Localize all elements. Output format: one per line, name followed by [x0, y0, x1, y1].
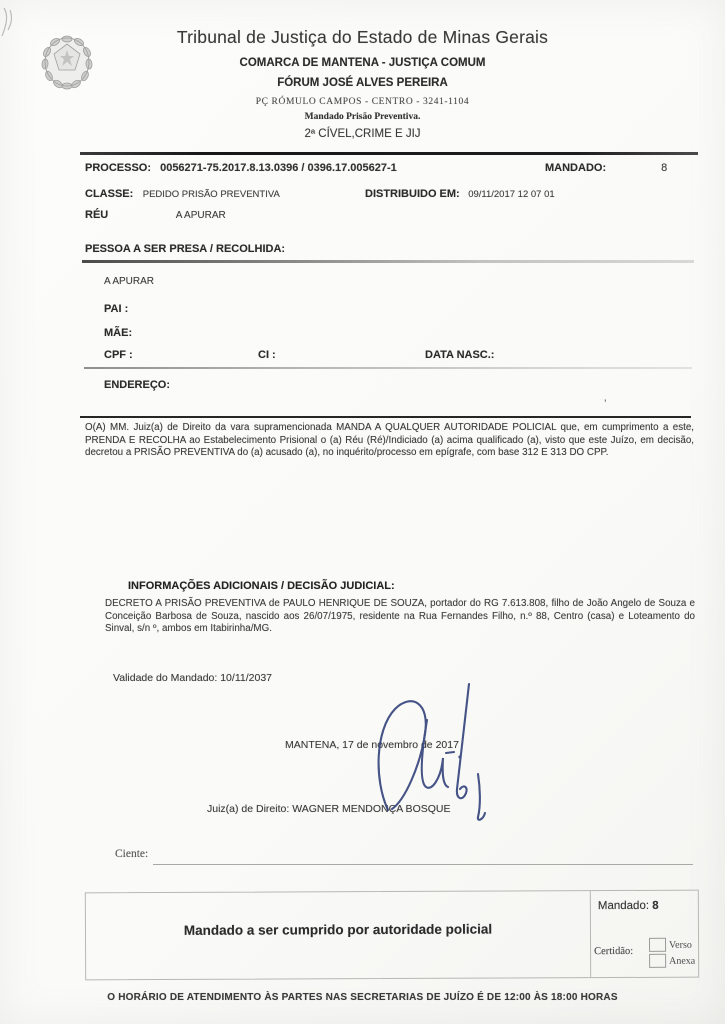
anexa-checkbox: [649, 954, 666, 968]
comarca-line: COMARCA DE MANTENA - JUSTIÇA COMUM: [239, 57, 486, 69]
mandado-value: 8: [661, 162, 668, 174]
verso-checkbox: [649, 938, 666, 952]
compliance-main-text: Mandado a ser cumprido por autoridade policial: [183, 921, 493, 938]
document-type: Mandado Prisão Preventiva.: [304, 112, 421, 122]
compliance-box: [85, 890, 699, 981]
distribuido-row: [365, 184, 555, 202]
order-paragraph: O(A) MM. Juiz(a) de Direito da vara supramencionada MANDA A QUALQUER AUTORIDADE POLICIAL que, em cumprimento a este, PRENDA E RECOLHA ao Estabelecimento Prisional o (a) Réu (Ré)/Indiciado (a) acima qualificado (a), visto que este Juízo, em decisão, decretou a PRISÃO PREVENTIVA do (a) acusado (a), no inquérito/processo em epígrafe, com base 312 E 313 DO CPP.: [85, 422, 694, 459]
header-divider: [80, 152, 698, 155]
mandado-label: MANDADO:: [545, 162, 607, 174]
birthdate-label: DATA NASC.:: [425, 349, 495, 361]
certidao-anexa-row: [649, 953, 695, 969]
classe-value: PEDIDO PRISÃO PREVENTIVA: [142, 189, 280, 200]
distribuido-value: 09/11/2017 12 07 01: [468, 189, 555, 200]
ciente-label: Ciente:: [115, 848, 149, 860]
judge-name-line: Juiz(a) de Direito: WAGNER MENDONÇA BOSQUE: [207, 803, 451, 815]
processo-value: 0056271-75.2017.8.13.0396 / 0396.17.005627-1: [160, 162, 397, 174]
mother-label: MÃE:: [104, 327, 133, 339]
certidao-verso-row: [649, 937, 695, 953]
place-and-date: MANTENA, 17 de novembro de 2017: [285, 739, 459, 751]
box-mandado-row: [598, 900, 659, 912]
court-branch: 2ª CÍVEL,CRIME E JIJ: [304, 128, 421, 140]
office-hours-notice: O HORÁRIO DE ATENDIMENTO ÀS PARTES NAS SECRETARIAS DE JUÍZO É DE 12:00 ÀS 18:00 HORAS: [107, 992, 618, 1003]
father-label: PAI :: [104, 303, 129, 315]
scan-speck: ’: [604, 398, 607, 410]
compliance-box-divider: [590, 891, 591, 977]
order-divider: [80, 416, 691, 418]
ci-label: CI :: [258, 349, 276, 361]
distribuido-label: DISTRIBUIDO EM:: [365, 188, 460, 200]
box-mandado-label: Mandado:: [597, 899, 650, 913]
person-fields-divider: [84, 367, 692, 369]
verso-checkbox-label: Verso: [669, 939, 692, 951]
forum-line: FÓRUM JOSÉ ALVES PEREIRA: [277, 77, 448, 89]
person-section-divider: [82, 260, 694, 263]
certidao-label: Certidão:: [594, 945, 634, 958]
ciente-signature-line: [153, 864, 693, 865]
forum-address: PÇ RÓMULO CAMPOS - CENTRO - 3241-1104: [255, 97, 470, 107]
mandado-row: [545, 162, 667, 174]
processo-label: PROCESSO:: [85, 162, 152, 174]
judge-signature: [372, 658, 507, 826]
judicial-decision-paragraph: DECRETO A PRISÃO PREVENTIVA de PAULO HENRIQUE DE SOUZA, portador do RG 7.613.808, filho de João Angelo de Souza e Conceição Barbosa de Souza, nascido aos 26/07/1975, residente na Rua Fernandes Filho, n.º 88, Centro (casa) e Loteamento do Sinval, s/n º, ambos em Itabirinha/MG.: [105, 598, 695, 635]
warrant-validity: Validade do Mandado: 10/11/2037: [113, 672, 272, 684]
reu-value: A APURAR: [175, 210, 226, 221]
reu-row: [85, 205, 226, 223]
person-name: A APURAR: [104, 276, 155, 287]
reu-label: RÉU: [85, 209, 109, 221]
anexa-checkbox-label: Anexa: [669, 955, 696, 967]
processo-row: [85, 162, 397, 174]
certidao-checkbox-group: [649, 937, 695, 969]
additional-info-title: INFORMAÇÕES ADICIONAIS / DECISÃO JUDICIAL:: [128, 580, 395, 592]
classe-label: CLASSE:: [85, 188, 134, 200]
cpf-label: CPF :: [104, 349, 133, 361]
court-title: Tribunal de Justiça do Estado de Minas Gerais: [176, 27, 549, 47]
box-mandado-value: 8: [652, 899, 659, 912]
classe-row: [85, 184, 280, 202]
address-label: ENDEREÇO:: [104, 379, 171, 391]
person-section-title: PESSOA A SER PRESA / RECOLHIDA:: [85, 243, 286, 255]
